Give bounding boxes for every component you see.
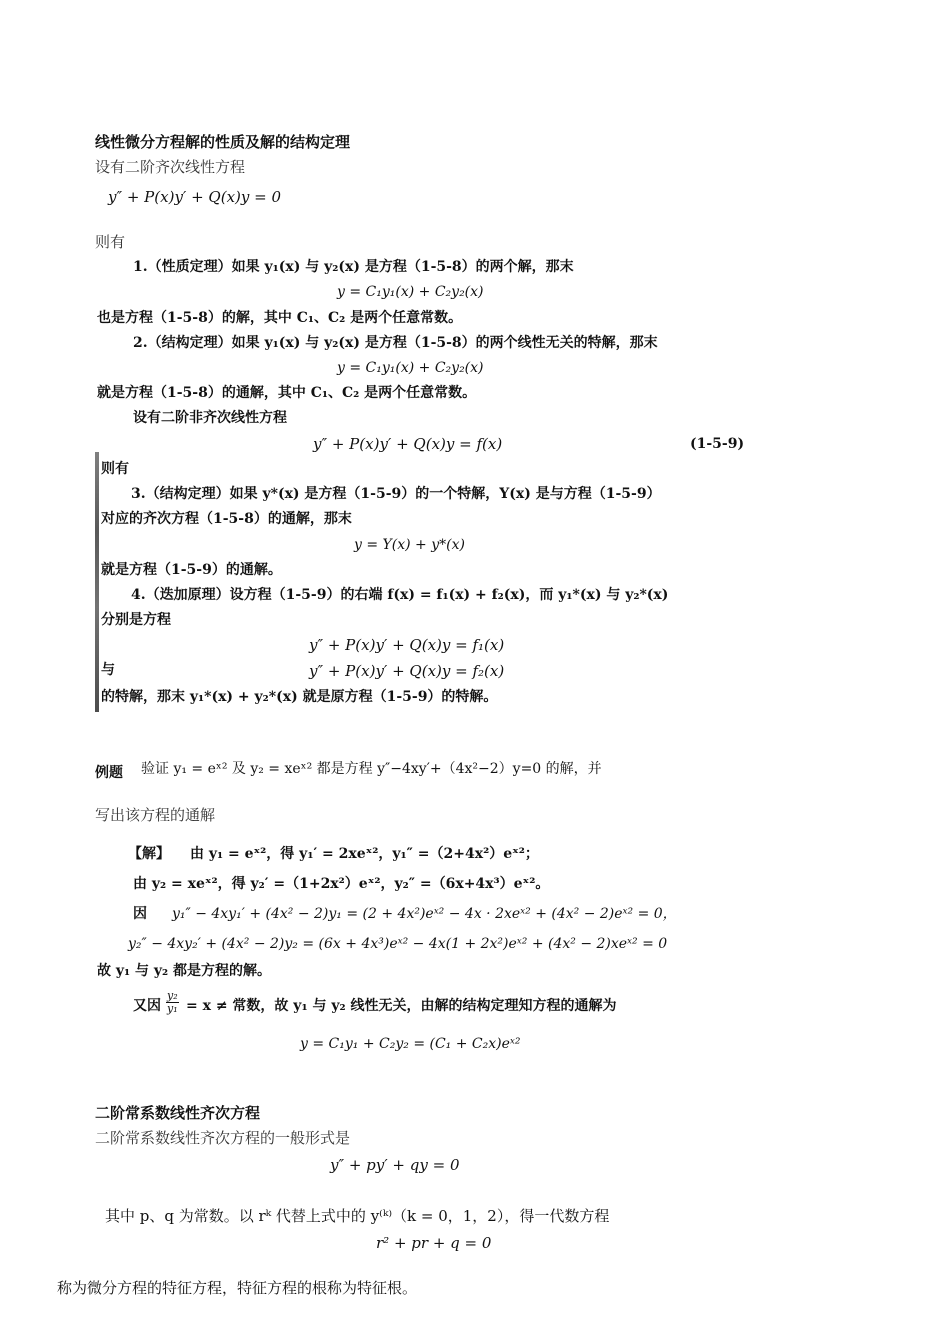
theorem-2-text: 2.（结构定理）如果 y₁(x) 与 y₂(x) 是方程（1-5-8）的两个线性无关的特解，那末 bbox=[133, 335, 658, 351]
intro-homogeneous: 设有二阶齐次线性方程 bbox=[95, 158, 246, 176]
solution-line-2: 由 y₂ = xeˣ²，得 y₂′ =（1+2x²）eˣ²，y₂″ =（6x+4x³）eˣ²。 bbox=[133, 876, 550, 892]
theorem-1-tail: 也是方程（1-5-8）的解，其中 C₁、C₂ 是两个任意常数。 bbox=[97, 310, 463, 326]
theorem-3-text: 3.（结构定理）如果 y*(x) 是方程（1-5-9）的一个特解，Y(x) 是与方程（1-5-9） bbox=[131, 486, 661, 502]
characteristic-equation: r² + pr + q = 0 bbox=[376, 1234, 492, 1252]
theorem-3-equation: y = Y(x) + y*(x) bbox=[354, 537, 465, 553]
example-label: 例题 bbox=[95, 765, 123, 781]
example-statement: 验证 y₁ = eˣ² 及 y₂ = xeˣ² 都是方程 y″−4xy′+（4x²−2）y=0 的解，并 bbox=[141, 761, 602, 777]
then-text: 则有 bbox=[95, 233, 126, 251]
fraction-denominator: y₁ bbox=[167, 1001, 178, 1015]
section-2-intro: 二阶常系数线性齐次方程的一般形式是 bbox=[95, 1129, 351, 1147]
solution-line-6: = x ≠ 常数，故 y₁ 与 y₂ 线性无关，由解的结构定理知方程的通解为 bbox=[186, 998, 617, 1014]
fraction-y2-over-y1 bbox=[166, 990, 179, 1014]
theorem-2-tail: 就是方程（1-5-8）的通解，其中 C₁、C₂ 是两个任意常数。 bbox=[97, 385, 477, 401]
solution-line-1: 由 y₁ = eˣ²，得 y₁′ = 2xeˣ²，y₁″ =（2+4x²）eˣ²； bbox=[190, 846, 539, 862]
theorem-4-equation-1: y″ + P(x)y′ + Q(x)y = f₁(x) bbox=[309, 636, 505, 654]
then-text-2: 则有 bbox=[101, 461, 129, 477]
solution-line-6-prefix: 又因 bbox=[133, 998, 161, 1014]
theorem-4-equation-2: y″ + P(x)y′ + Q(x)y = f₂(x) bbox=[309, 662, 505, 680]
section-2-text: 其中 p、q 为常数。以 rᵏ 代替上式中的 y⁽ᵏ⁾（k = 0，1，2），得一代数方程 bbox=[105, 1207, 610, 1225]
scan-margin-shadow bbox=[95, 452, 99, 712]
solution-line-5: 故 y₁ 与 y₂ 都是方程的解。 bbox=[97, 963, 272, 979]
theorem-4-tail: 的特解，那末 y₁*(x) + y₂*(x) 就是原方程（1-5-9）的特解。 bbox=[101, 689, 498, 705]
theorem-4-text: 4.（迭加原理）设方程（1-5-9）的右端 f(x) = f₁(x) + f₂(x)，而 y₁*(x) 与 y₂*(x) bbox=[131, 587, 669, 603]
section-2-equation: y″ + py′ + qy = 0 bbox=[330, 1156, 460, 1174]
theorem-4-with: 与 bbox=[101, 662, 115, 678]
example-statement-continued: 写出该方程的通解 bbox=[95, 806, 216, 824]
closing-sentence: 称为微分方程的特征方程，特征方程的根称为特征根。 bbox=[57, 1279, 418, 1297]
theorem-1-text: 1.（性质定理）如果 y₁(x) 与 y₂(x) 是方程（1-5-8）的两个解，那末 bbox=[133, 259, 574, 275]
section-title-constant-coefficient: 二阶常系数线性齐次方程 bbox=[95, 1104, 261, 1122]
theorem-1-equation: y = C₁y₁(x) + C₂y₂(x) bbox=[337, 284, 484, 300]
equation-number-1-5-9: (1-5-9) bbox=[690, 436, 745, 452]
fraction-numerator: y₂ bbox=[167, 989, 178, 1002]
nonhomogeneous-equation: y″ + P(x)y′ + Q(x)y = f(x) bbox=[313, 435, 503, 453]
general-solution: y = C₁y₁ + C₂y₂ = (C₁ + C₂x)eˣ² bbox=[300, 1036, 521, 1052]
solution-label: 【解】 bbox=[128, 846, 170, 862]
theorem-2-equation: y = C₁y₁(x) + C₂y₂(x) bbox=[337, 360, 484, 376]
equation-homogeneous: y″ + P(x)y′ + Q(x)y = 0 bbox=[108, 188, 282, 206]
section-title-solution-structure: 线性微分方程解的性质及解的结构定理 bbox=[95, 133, 351, 151]
solution-line-3: y₁″ − 4xy₁′ + (4x² − 2)y₁ = (2 + 4x²)eˣ² − 4x · 2xeˣ² + (4x² − 2)eˣ² = 0， bbox=[172, 906, 677, 922]
solution-line-3-prefix: 因 bbox=[133, 906, 147, 922]
nonhomogeneous-intro: 设有二阶非齐次线性方程 bbox=[133, 410, 287, 426]
solution-line-4: y₂″ − 4xy₂′ + (4x² − 2)y₂ = (6x + 4x³)eˣ² − 4x(1 + 2x²)eˣ² + (4x² − 2)xeˣ² = 0 bbox=[128, 936, 668, 952]
theorem-3-tail: 就是方程（1-5-9）的通解。 bbox=[101, 562, 282, 578]
theorem-3-continued: 对应的齐次方程（1-5-8）的通解，那末 bbox=[101, 511, 352, 527]
theorem-4-continued: 分别是方程 bbox=[101, 612, 171, 628]
